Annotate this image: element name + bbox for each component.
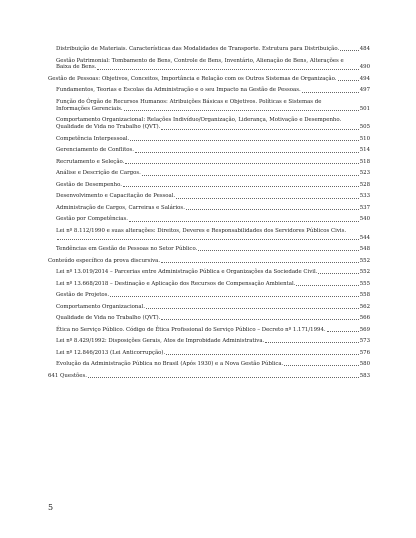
dot-leader [123,186,359,187]
toc-entry[interactable] [56,304,370,311]
toc-entry-title: Lei nº 13.019/2014 – Parcerias entre Administração Pública e Organizações da Sociedade Civil. [56,269,318,276]
toc-entry-title: Baixa de Bens. [56,64,97,71]
toc-entry[interactable] [56,182,370,189]
toc-entry-title: Gestão de Desempenho. [56,181,122,188]
toc-entry-page: 528 [359,181,370,188]
toc-entry[interactable] [56,159,370,166]
dot-leader [135,152,359,153]
table-of-contents [48,46,370,384]
toc-entry-title: Conteúdo específico da prova discursiva. [48,257,161,264]
toc-entry[interactable] [56,269,370,276]
toc-entry-page: 558 [359,292,370,299]
toc-entry-page: 583 [359,372,370,379]
toc-entry-page: 494 [359,75,370,82]
toc-entry[interactable] [56,193,370,200]
toc-entry-title-line: Comportamento Organizacional: Relações Indivíduo/Organização, Liderança, Motivação e Desempenho. [56,117,342,124]
dot-leader [176,198,358,199]
toc-entry[interactable] [56,292,370,299]
toc-entry-title: Competência Interpessoal. [56,135,130,142]
dot-leader [110,296,359,297]
toc-entry-page: 555 [359,280,370,287]
dot-leader [296,285,358,286]
dot-leader [302,92,359,93]
dot-leader [340,50,358,51]
toc-entry[interactable] [56,338,370,345]
toc-entry-page: 552 [359,269,370,276]
toc-entry-title: Gerenciamento de Conflitos. [56,147,134,154]
dot-leader [161,129,358,130]
toc-entry[interactable] [56,205,370,212]
toc-entry-page: 514 [359,147,370,154]
toc-entry-page: 580 [359,361,370,368]
toc-entry-page: 548 [359,246,370,253]
dot-leader [318,273,358,274]
toc-entry-title: Distribuição de Materiais. Características das Modalidades de Transporte. Estrutura para Distribuição. [56,46,340,52]
dot-leader [161,262,359,263]
dot-leader [146,308,359,309]
dot-leader [166,354,358,355]
toc-entry-page: 562 [359,303,370,310]
toc-entry-page: 518 [359,158,370,165]
toc-entry[interactable] [56,350,370,357]
toc-entry-title: Lei nº 8.429/1992: Disposições Gerais, Atos de Improbidade Administrativa. [56,338,265,345]
toc-entry[interactable] [56,136,370,143]
toc-entry[interactable] [56,281,370,288]
toc-entry-title: Lei nº 12.846/2013 (Lei Anticorrupção). [56,349,166,356]
dot-leader [124,110,359,111]
toc-entry[interactable] [56,170,370,177]
toc-entry-title: Desenvolvimento e Capacitação de Pessoal. [56,193,176,200]
toc-entry-title: Informações Gerenciais. [56,105,123,112]
dot-leader [198,250,358,251]
dot-leader [284,365,358,366]
toc-entry-page: 510 [359,135,370,142]
dot-leader [142,175,359,176]
dot-leader [57,239,359,240]
toc-entry-page: 490 [359,64,370,71]
toc-entry-title: Comportamento Organizacional. [56,303,146,310]
toc-entry[interactable] [56,246,370,253]
toc-entry[interactable] [56,315,370,322]
toc-entry-page: 497 [359,87,370,94]
toc-entry[interactable] [48,373,370,380]
toc-entry-page: 552 [359,257,370,264]
toc-entry-title: Evolução da Administração Pública no Brasil (Após 1930) e a Nova Gestão Pública. [56,361,284,368]
toc-entry[interactable] [48,258,370,265]
toc-entry-page: 523 [359,170,370,177]
toc-entry[interactable] [56,58,370,72]
toc-entry-title: Qualidade de Vida no Trabalho (QVT). [56,124,161,131]
toc-entry-title-line: Lei nº 8.112/1990 e suas alterações: Direitos, Deveres e Responsabilidades dos Servidores Públicos Civis. [56,227,347,234]
toc-entry-title: Fundamentos, Teorias e Escolas da Administração e o seu Impacto na Gestão de Pessoas. [56,87,301,94]
toc-entry-page: 533 [359,193,370,200]
dot-leader [125,163,358,164]
dot-leader [88,377,359,378]
dot-leader [130,140,358,141]
dot-leader [338,80,359,81]
toc-entry-title: Qualidade de Vida no Trabalho (QVT). [56,315,161,322]
dot-leader [186,209,359,210]
toc-entry[interactable] [56,46,370,53]
toc-entry-page: 501 [359,105,370,112]
toc-entry[interactable] [56,361,370,368]
toc-entry[interactable] [56,216,370,223]
dot-leader [161,319,358,320]
toc-entry-page: 540 [359,216,370,223]
dot-leader [97,69,358,70]
toc-entry-title: Gestão por Competências. [56,216,128,223]
toc-entry-page: 537 [359,204,370,211]
dot-leader [327,331,359,332]
dot-leader [265,342,358,343]
toc-entry-title: Recrutamento e Seleção. [56,158,125,165]
toc-entry-title: Gestão de Projetos. [56,292,110,299]
page-number: 5 [48,503,54,512]
toc-entry[interactable] [56,327,370,334]
dot-leader [129,221,359,222]
toc-entry[interactable] [56,87,370,94]
toc-entry-title: Tendências em Gestão de Pessoas no Setor Público. [56,246,198,253]
toc-entry-page: 484 [359,46,370,52]
toc-entry[interactable] [56,99,370,113]
toc-entry-page: 544 [359,234,370,241]
toc-entry-title: Análise e Descrição de Cargos. [56,170,141,177]
toc-entry[interactable] [48,76,370,83]
toc-entry-title: Ética no Serviço Público. Código de Ética Profissional do Serviço Público – Decreto nº 1.171/1994. [56,326,326,333]
toc-entry[interactable] [56,117,370,131]
toc-entry-title: Gestão de Pessoas: Objetivos, Conceitos, Importância e Relação com os Outros Sistemas de Organização. [48,75,337,82]
toc-entry[interactable] [56,147,370,154]
toc-entry-page: 566 [359,315,370,322]
toc-entry-page: 505 [359,124,370,131]
toc-entry-title-line: Gestão Patrimonial: Tombamento de Bens, Controle de Bens, Inventário, Alienação de Bens, Alterações e [56,57,344,64]
toc-entry-page: 573 [359,338,370,345]
toc-entry-page: 569 [359,326,370,333]
toc-entry-title: Lei nº 13.668/2018 – Destinação e Aplicação dos Recursos de Compensação Ambiental. [56,280,296,287]
toc-entry-page: 576 [359,349,370,356]
toc-entry[interactable] [56,228,370,242]
toc-entry-title: 641 Questões. [48,372,87,379]
toc-entry-title-line: Função do Órgão de Recursos Humanos: Atribuições Básicas e Objetivos. Políticas e Sistemas de [56,98,322,105]
toc-entry-title: Administração de Cargos, Carreiras e Salários. [56,204,185,211]
